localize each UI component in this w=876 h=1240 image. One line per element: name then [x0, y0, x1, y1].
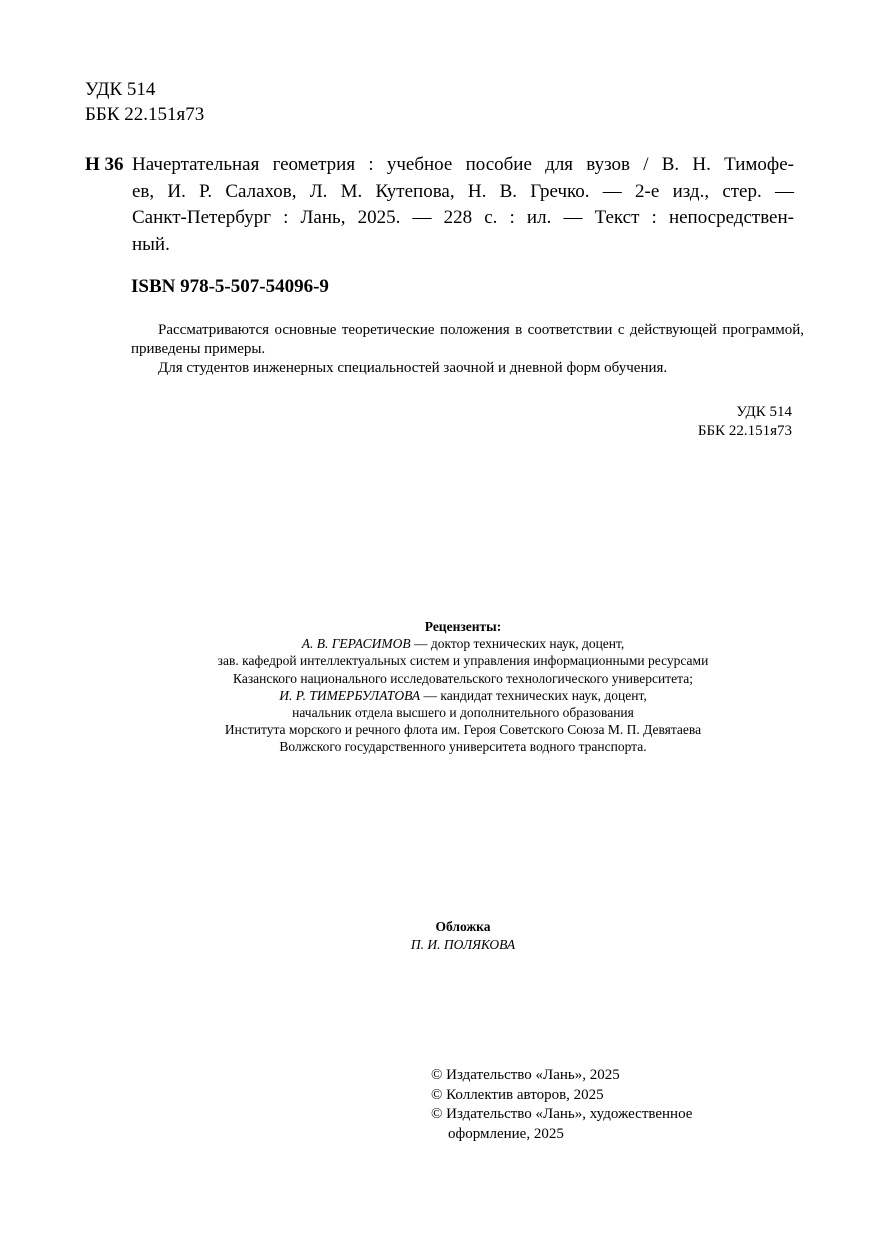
cover-designer: [0, 936, 876, 954]
classification-block-right: [698, 403, 792, 441]
annotation: [131, 321, 804, 378]
udk-code: УДК 514: [85, 79, 156, 100]
classification-block: [85, 77, 204, 127]
copyright-line-3: © Издательство «Лань», художественное: [431, 1106, 693, 1122]
reviewer-1-name: А. В. ГЕРАСИМОВ: [301, 636, 411, 652]
copyright-line-2: © Коллектив авторов, 2025: [431, 1086, 604, 1103]
copyright-block: [431, 1066, 692, 1144]
annotation-paragraph-2: Для студентов инженерных специальностей заочной и дневной форм обучения.: [158, 360, 668, 376]
record-line-1: Начертательная геометрия : учебное пособие для вузов / В. Н. Тимофе-: [132, 154, 794, 175]
cover-credit: [0, 918, 876, 953]
reviewer-2-name: И. Р. ТИМЕРБУЛАТОВА: [279, 687, 421, 703]
annotation-paragraph-1: Рассматриваются основные теоретические положения в соответствии с действующей программой, приведены примеры.: [131, 322, 804, 357]
cover-designer-name: П. И. ПОЛЯКОВА: [410, 936, 516, 952]
record-line-4: ный.: [132, 233, 170, 255]
record-line-3: Санкт-Петербург : Лань, 2025. — 228 с. : ил. — Текст : непосредствен-: [132, 207, 794, 228]
reviewer-1-title: — доктор технических наук, доцент,: [410, 636, 625, 652]
cover-heading: Обложка: [435, 919, 491, 934]
reviewer-1-affiliation: Казанского национального исследовательского технологического университета;: [233, 670, 693, 686]
reviewers-heading: Рецензенты:: [424, 619, 502, 634]
udk-code-right: УДК 514: [736, 404, 792, 420]
reviewer-2-position: начальник отдела высшего и дополнительного образования: [292, 705, 634, 721]
reviewer-1: [0, 635, 876, 652]
reviewer-2: [0, 687, 876, 704]
bbk-code: ББК 22.151я73: [85, 104, 205, 125]
isbn: ISBN 978-5-507-54096-9: [131, 276, 329, 297]
reviewer-2-title: — кандидат технических наук, доцент,: [420, 687, 647, 703]
author-mark: Н 36: [85, 154, 124, 175]
bibliographic-record: [132, 152, 794, 258]
copyright-line-4: оформление, 2025: [448, 1125, 564, 1142]
reviewer-2-affiliation-2: Волжского государственного университета водного транспорта.: [279, 739, 647, 755]
reviewer-1-position: зав. кафедрой интеллектуальных систем и управления информационными ресурсами: [217, 653, 709, 669]
bbk-code-right: ББК 22.151я73: [697, 423, 792, 439]
copyright-line-1: © Издательство «Лань», 2025: [431, 1067, 620, 1083]
record-line-2: ев, И. Р. Салахов, Л. М. Кутепова, Н. В. Гречко. — 2-е изд., стер. —: [132, 180, 794, 202]
reviewers-block: [0, 618, 876, 756]
reviewer-2-affiliation: Института морского и речного флота им. Героя Советского Союза М. П. Девятаева: [224, 722, 702, 738]
